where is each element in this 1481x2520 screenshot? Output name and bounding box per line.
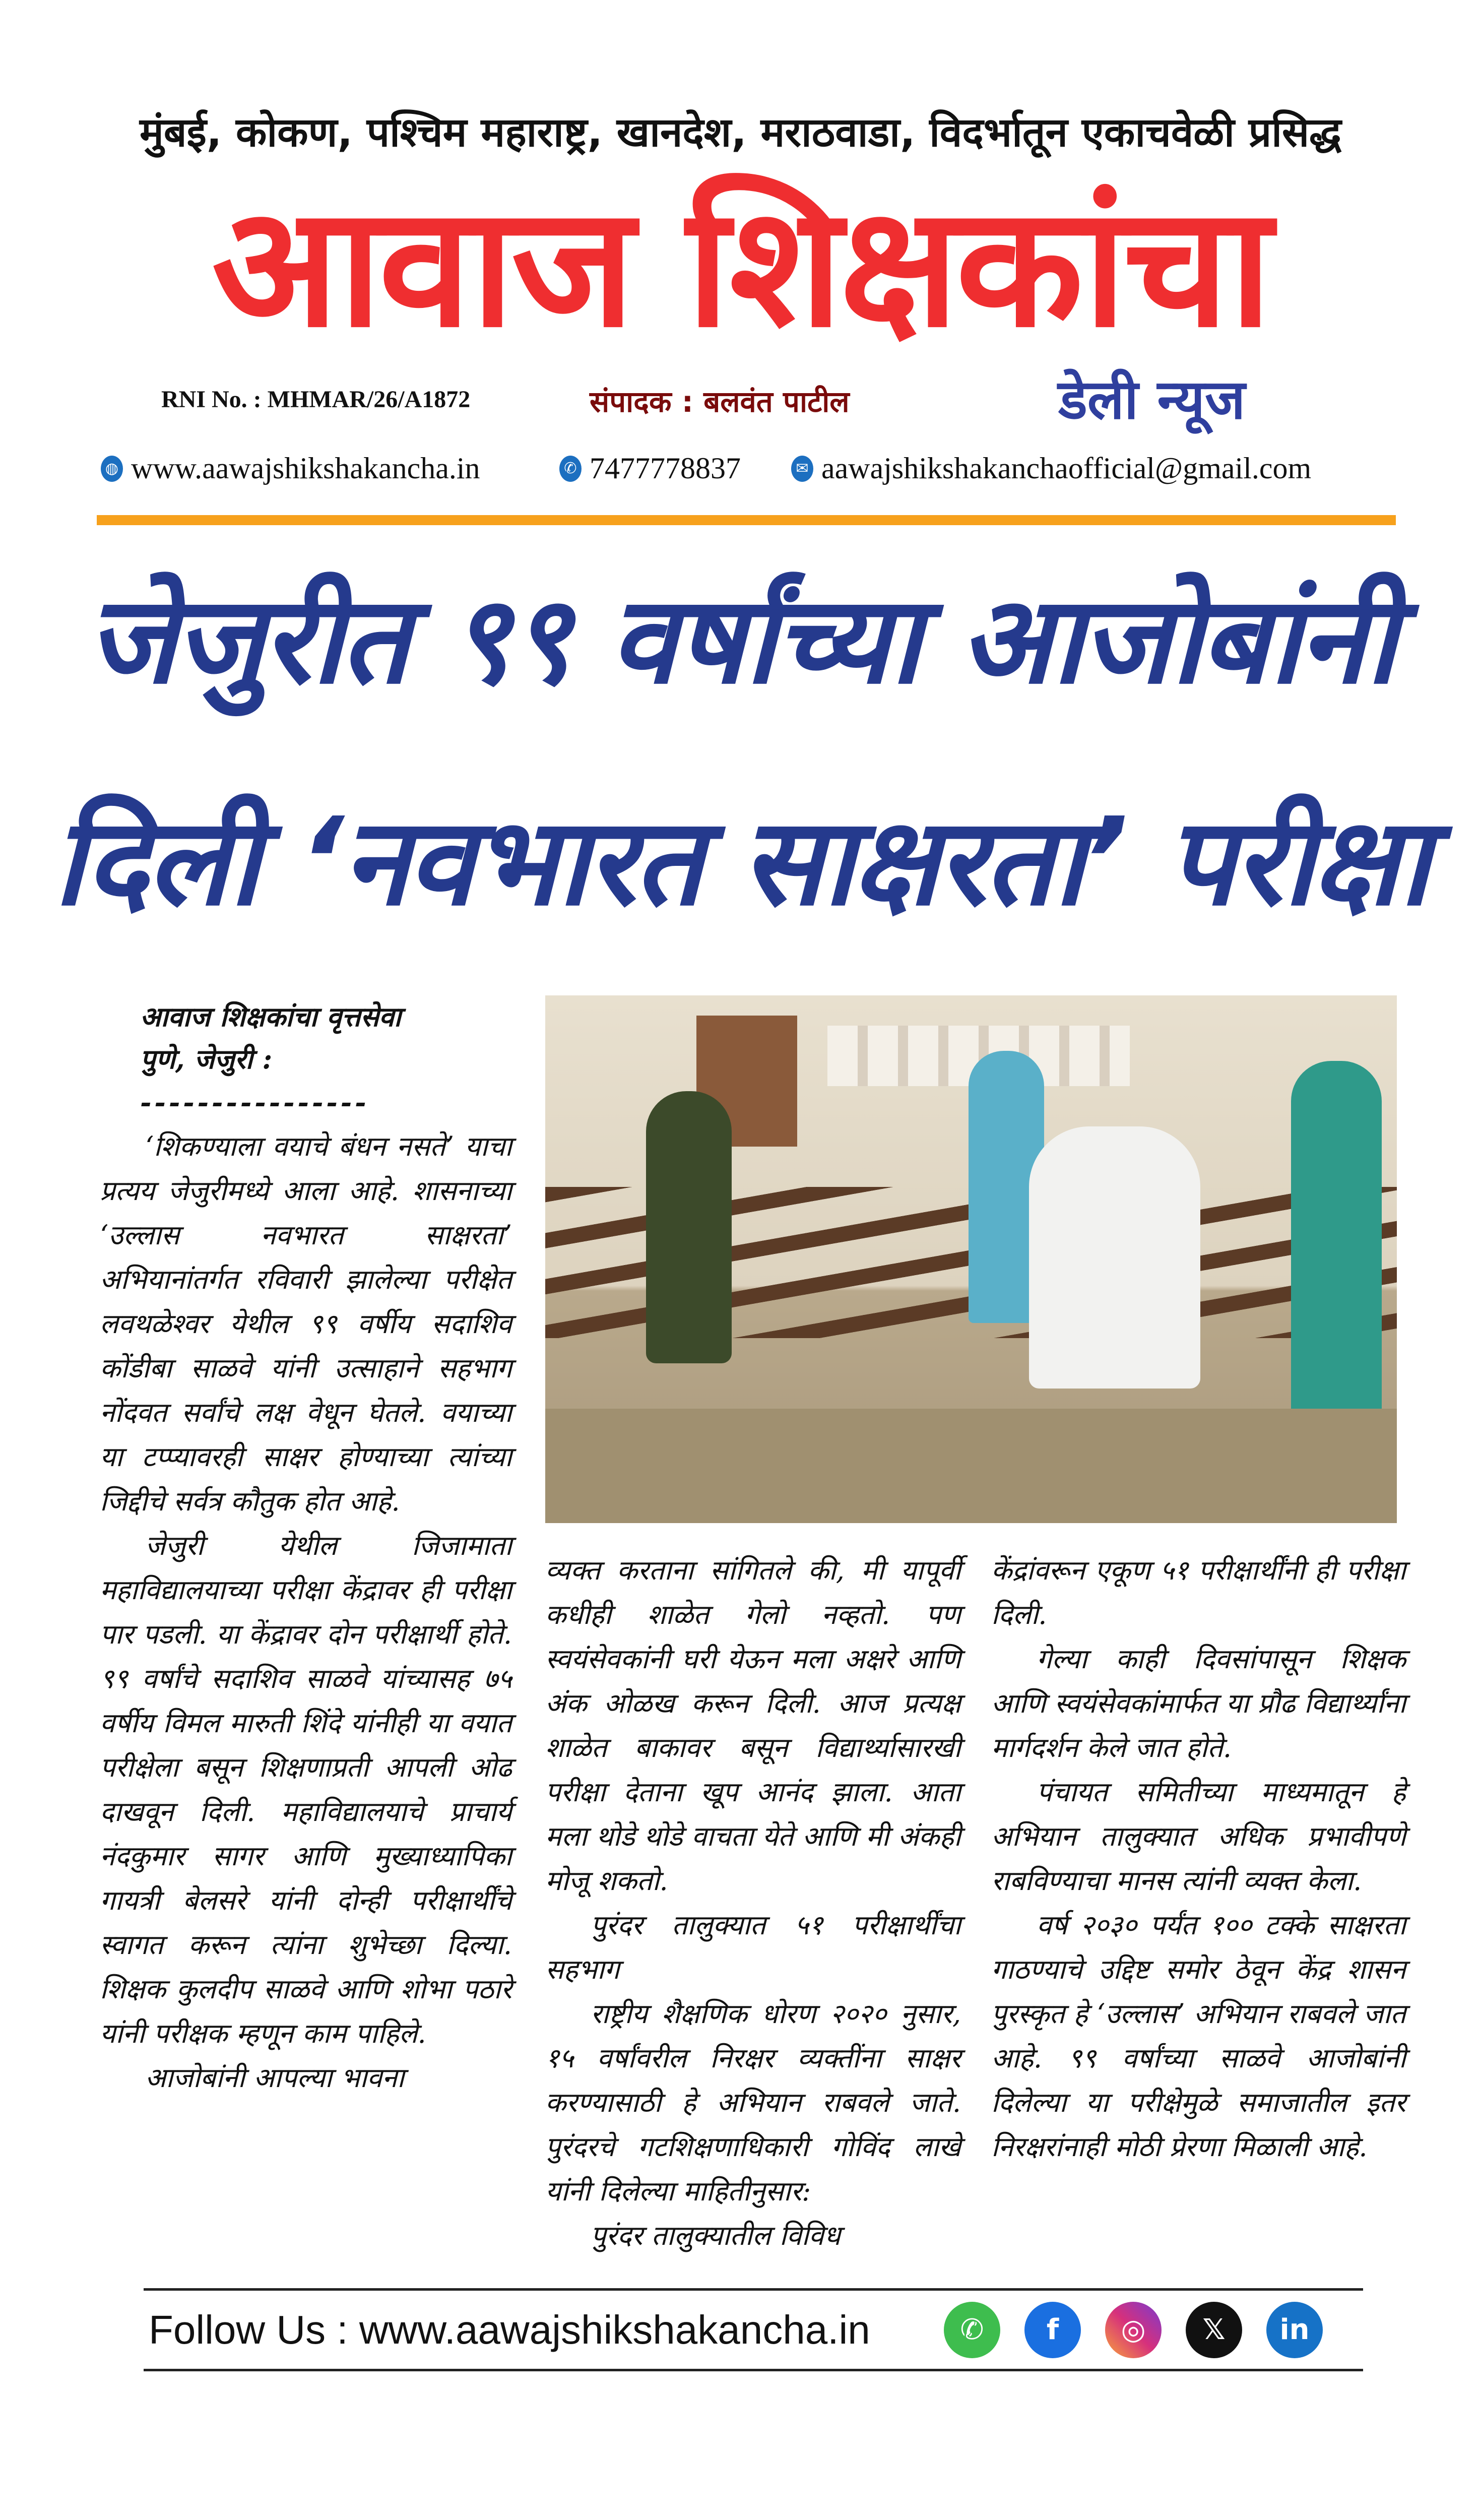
article-photo — [545, 995, 1397, 1523]
article-column-1 — [100, 995, 512, 2100]
rni-number: RNI No. : MHMAR/26/A1872 — [161, 386, 471, 413]
paragraph: पंचायत समितीच्या माध्यमातून हे अभियान तालुक्यात अधिक प्रभावीपणे राबविण्याचा मानस त्यांनी व्यक्त केला. — [991, 1776, 1406, 1897]
masthead-logo: आवाज शिक्षकांचा — [212, 170, 1269, 364]
divider — [97, 515, 1396, 525]
edition-label: डेली न्यूज — [1058, 368, 1246, 431]
separator: ---------------- — [140, 1086, 369, 1118]
article-lower-columns — [545, 1548, 1406, 2258]
byline-location: पुणे, जेजुरी : — [140, 1043, 273, 1075]
tagline: मुंबई, कोकण, पश्चिम महाराष्ट्र, खानदेश, मराठवाडा, विदर्भातून एकाचवेळी प्रसिद्ध — [139, 109, 1341, 156]
article — [100, 995, 1406, 2258]
email-contact[interactable] — [791, 451, 1311, 486]
phone-number[interactable]: 7477778837 — [590, 452, 741, 485]
mail-icon: ✉ — [791, 456, 813, 482]
paragraph: आजोबांनी आपल्या भावना — [145, 2062, 405, 2094]
globe-icon: ◍ — [101, 456, 123, 482]
social-icons — [944, 2302, 1323, 2358]
volunteer — [1291, 1061, 1382, 1424]
phone-contact[interactable] — [559, 451, 741, 486]
facebook-icon[interactable]: f — [1024, 2302, 1081, 2358]
x-icon[interactable]: 𝕏 — [1186, 2302, 1242, 2358]
subheading: पुरंदर तालुक्यात ५१ परीक्षार्थींचा सहभाग — [545, 1909, 961, 1985]
paragraph: केंद्रांवरून एकूण ५१ परीक्षार्थींनी ही परीक्षा दिली. — [991, 1554, 1406, 1630]
instagram-icon[interactable]: ◎ — [1105, 2302, 1162, 2358]
paragraph: राष्ट्रीय शैक्षणिक धोरण २०२० नुसार, १५ वर्षांवरील निरक्षर व्यक्तींना साक्षर करण्यासाठी हे अभियान राबवले जाते. पुरंदरचे गटशिक्षणाधिकारी गोविंद लाखे यांनी दिलेल्या माहितीनुसार: — [545, 1998, 961, 2207]
website-link[interactable]: www.aawajshikshakancha.in — [131, 452, 480, 485]
floor — [545, 1409, 1397, 1523]
headline-line-1: जेजुरीत ९९ वर्षांच्या आजोबांनी — [86, 570, 1395, 711]
footer-row — [144, 2291, 1363, 2369]
headline-line-2: दिली ‘नवभारत साक्षरता’ परीक्षा — [53, 791, 1428, 932]
paragraph: पुरंदर तालुक्यातील विविध — [591, 2220, 841, 2251]
article-right-area — [545, 995, 1406, 2258]
linkedin-icon[interactable]: in — [1266, 2302, 1323, 2358]
follow-us-link[interactable]: Follow Us : www.aawajshikshakancha.in — [149, 2307, 870, 2352]
elderly-man — [1029, 1126, 1200, 1389]
paragraph: व्यक्त करताना सांगितले की, मी यापूर्वी कधीही शाळेत गेलो नव्हतो. पण स्वयंसेवकांनी घरी येऊन मला अक्षरे आणि अंक ओळख करून दिली. आज प्रत्यक्ष शाळेत बाकावर बसून विद्यार्थ्यासारखी परीक्षा देताना खूप आनंद झाला. आता मला थोडे थोडे वाचता येते आणि मी अंकही मोजू शकतो. — [545, 1554, 961, 1897]
whatsapp-icon[interactable]: ✆ — [944, 2302, 1000, 2358]
email-link[interactable]: aawajshikshakanchaofficial@gmail.com — [821, 452, 1312, 485]
paragraph: जेजुरी येथील जिजामाता महाविद्यालयाच्या परीक्षा केंद्रावर ही परीक्षा पार पडली. या केंद्रावर दोन परीक्षार्थी होते. ९९ वर्षांचे सदाशिव साळवे यांच्यासह ७५ वर्षीय विमल मारुती शिंदे यांनीही या वयात परीक्षेला बसून शिक्षणाप्रती आपली ओढ दाखवून दिली. महाविद्यालयाचे प्राचार्य नंदकुमार सागर आणि मुख्याध्यापिका गायत्री बेलसरे यांनी दोन्ही परीक्षार्थींचे स्वागत करून त्यांना शुभेच्छा दिल्या. शिक्षक कुलदीप साळवे आणि शोभा पठारे यांनी परीक्षक म्हणून काम पाहिले. — [100, 1530, 512, 2049]
article-column-2 — [545, 1548, 961, 2258]
paragraph: ‘शिकण्याला वयाचे बंधन नसते’ याचा प्रत्यय जेजुरीमध्ये आला आहे. शासनाच्या ‘उल्लास नवभारत साक्षरता’ अभियानांतर्गत रविवारी झालेल्या परीक्षेत लवथळेश्वर येथील ९९ वर्षीय सदाशिव कोंडीबा साळवे यांनी उत्साहाने सहभाग नोंदवत सर्वांचे लक्ष वेधून घेतले. वयाच्या या टप्प्यावरही साक्षर होण्याच्या त्यांच्या जिद्दीचे सर्वत्र कौतुक होत आहे. — [100, 1130, 512, 1517]
article-column-3 — [991, 1548, 1406, 2258]
editor-name: संपादक : बलवंत पाटील — [590, 385, 850, 419]
paragraph: वर्ष २०३० पर्यंत १०० टक्के साक्षरता गाठण्याचे उद्दिष्ट समोर ठेवून केंद्र शासन पुरस्कृत हे ‘उल्लास’ अभियान राबवले जात आहे. ९९ वर्षांच्या साळवे आजोबांनी दिलेल्या या परीक्षेमुळे समाजातील इतर निरक्षरांनाही मोठी प्रेरणा मिळाली आहे. — [991, 1909, 1406, 2163]
phone-icon: ✆ — [559, 456, 582, 482]
byline-agency: आवाज शिक्षकांचा वृत्तसेवा — [140, 1000, 401, 1033]
website-contact[interactable] — [101, 451, 480, 486]
footer — [144, 2288, 1363, 2371]
woman-student — [646, 1091, 732, 1363]
footer-divider — [144, 2369, 1363, 2371]
paragraph: गेल्या काही दिवसांपासून शिक्षक आणि स्वयंसेवकांमार्फत या प्रौढ विद्यार्थ्यांना मार्गदर्शन केले जात होते. — [991, 1643, 1406, 1763]
